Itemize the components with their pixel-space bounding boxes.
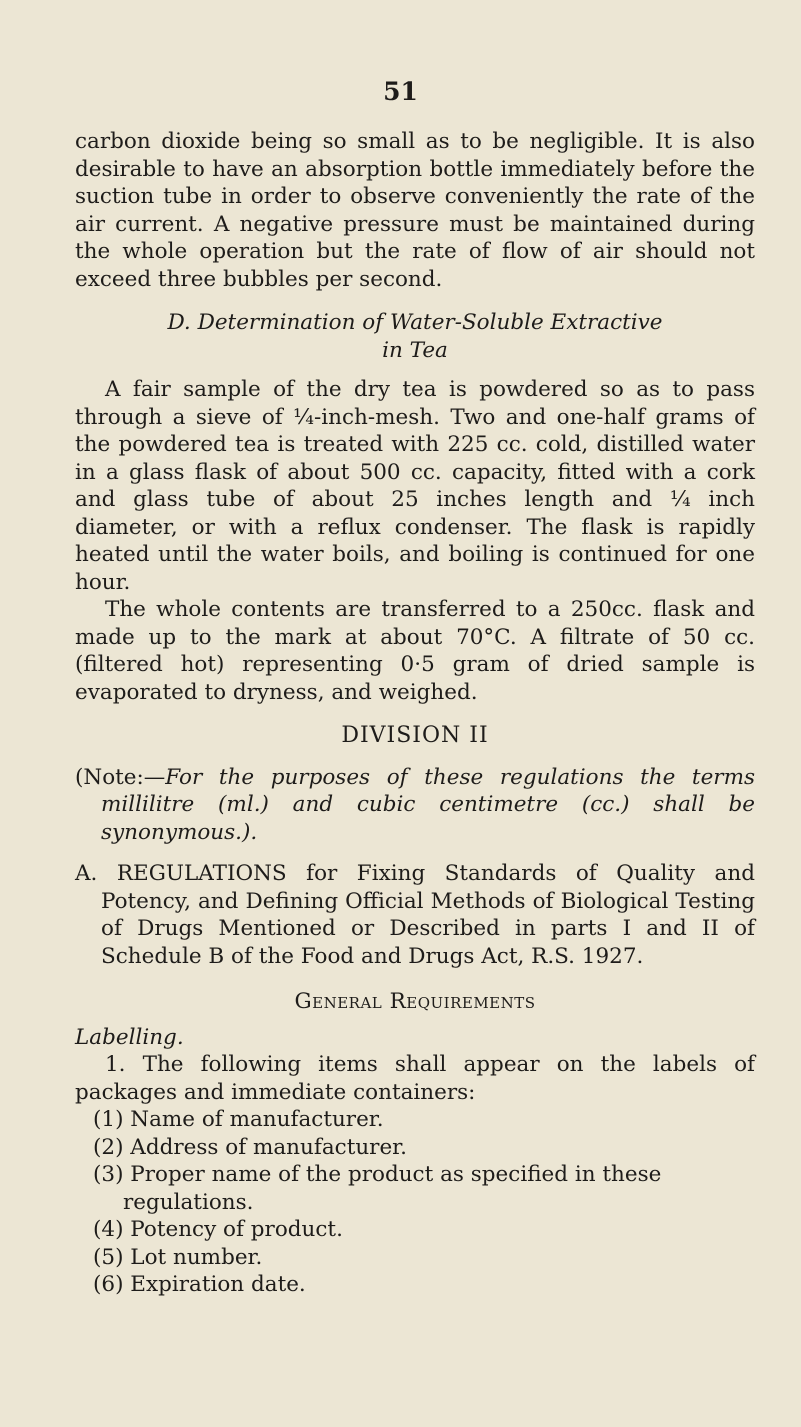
division-heading: DIVISION II [341,723,489,748]
section-d-heading [75,309,755,364]
page-body [75,128,755,1299]
intro-paragraph: carbon dioxide being so small as to be negligible. It is also desirable to have an absorption bottle immediately before the suction tube in order to observe conveniently the rate of the air current. A negative pressure must be maintained during the whole operation but the rate of flow of air should not exceed three bubbles per second. [75,129,755,292]
section-d-heading-line-1: D. Determination of Water-Soluble Extractive [167,310,663,335]
list-item: (1) Name of manufacturer. [93,1107,384,1132]
list-item: (5) Lot number. [93,1244,263,1270]
list-item: (3) Proper name of the product as specified in these regulations. [93,1162,662,1215]
list-item: (2) Address of manufacturer. [93,1134,407,1160]
labelling-heading: Labelling. [75,1024,184,1050]
definitions-note [75,764,755,847]
regulations-heading: A. REGULATIONS for Fixing Standards of Quality and Potency, and Defining Official Methods of Biological Testing of Drugs Mentioned or Described in parts I and II of Schedule B of the Food and Drugs Act, R.S. 1927. [75,861,755,969]
general-requirements-heading: General Requirements [294,989,536,1014]
list-item: (6) Expiration date. [93,1272,306,1297]
labelling-intro: 1. The following items shall appear on the labels of packages and immediate containers: [75,1052,755,1105]
section-d-heading-line-2: in Tea [382,337,448,363]
list-item: (4) Potency of product. [93,1217,343,1242]
labelling-items-list [75,1106,755,1299]
page-number: 51 [383,77,418,106]
note-label: (Note:— [75,764,166,790]
note-text: For the purposes of these regulations the terms millilitre (ml.) and cubic centimetre (cc.) shall be synonymous.). [101,764,755,845]
section-d-paragraph-2: The whole contents are transferred to a 250cc. flask and made up to the mark at about 70°C. A filtrate of 50 cc. (filtered hot) representing 0·5 gram of dried sample is evaporated to dryness, and weighed. [75,597,755,705]
section-d-paragraph-1: A fair sample of the dry tea is powdered so as to pass through a sieve of ¼-inch-mesh. Two and one-half grams of the powdered tea is treated with 225 cc. cold, distilled water in a glass flask of about 500 cc. capacity, fitted with a cork and glass tube of about 25 inches length and ¼ inch diameter, or with a reflux condenser. The flask is rapidly heated until the water boils, and boiling is continued for one hour. [75,377,755,595]
